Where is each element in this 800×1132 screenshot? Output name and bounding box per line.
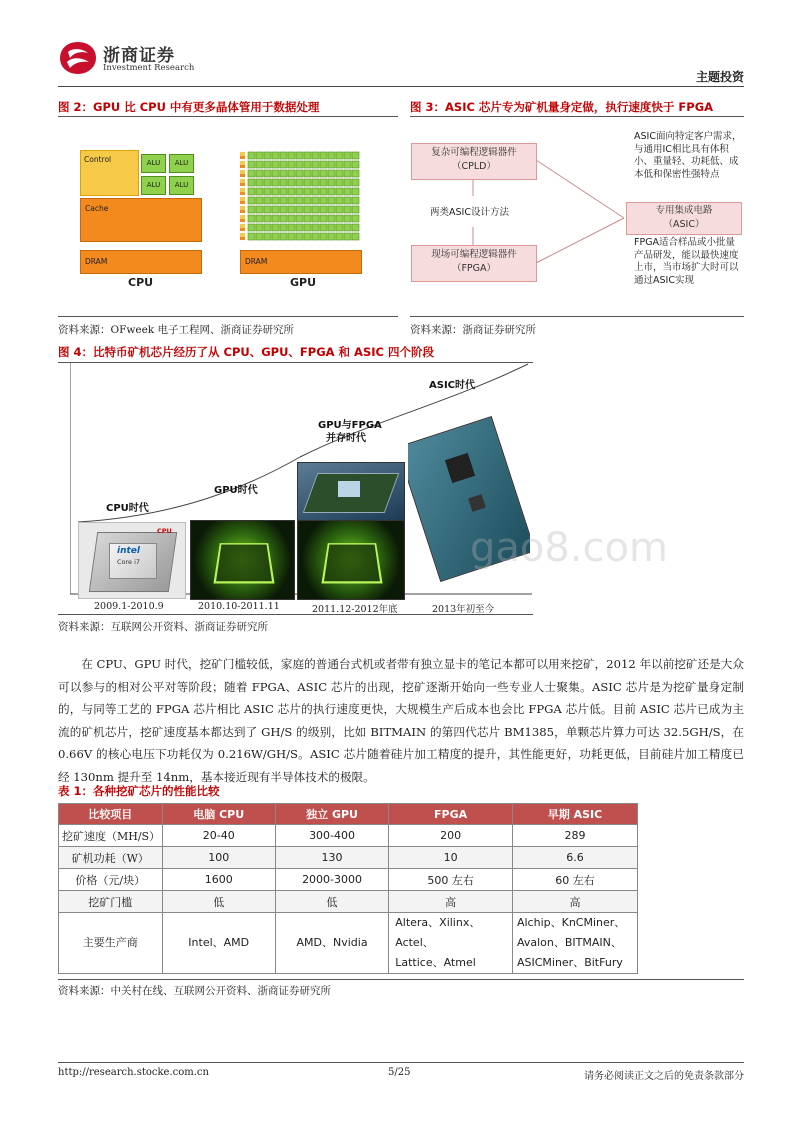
- gpu-alu-cell: [288, 215, 295, 222]
- table-header: 比较项目: [59, 804, 163, 825]
- gpu-alu-cell: [280, 215, 287, 222]
- performance-table: [58, 803, 638, 974]
- gpu-alu-cell: [320, 152, 327, 159]
- fig4-title: 图 4：比特币矿机芯片经历了从 CPU、GPU、FPGA 和 ASIC 四个阶段: [58, 345, 434, 359]
- table-header: 独立 GPU: [275, 804, 388, 825]
- table-cell: 20-40: [162, 825, 275, 847]
- cpu-cache-label: Cache: [85, 204, 109, 213]
- gpu-alu-cell: [320, 161, 327, 168]
- gpu-alu-cell: [336, 188, 343, 195]
- gpu-alu-cell: [312, 215, 319, 222]
- gpu-chip-image: [190, 520, 295, 600]
- gpu-alu-cell: [280, 179, 287, 186]
- fig2-title: 图 2：GPU 比 CPU 中有更多晶体管用于数据处理: [58, 100, 320, 114]
- gpu-alu-cell: [256, 188, 263, 195]
- table-row: [59, 847, 638, 869]
- gpu-alu-cell: [304, 206, 311, 213]
- gpu-alu-cell: [288, 152, 295, 159]
- gpu-alu-cell: [248, 206, 255, 213]
- table-cell: 130: [275, 847, 388, 869]
- cpu-label: CPU: [128, 276, 154, 289]
- gpu-alu-cell: [352, 179, 359, 186]
- gpu-alu-cell: [296, 215, 303, 222]
- gpu-alu-cell: [264, 224, 271, 231]
- gpu-alu-cell: [288, 206, 295, 213]
- gpu-alu-cell: [272, 197, 279, 204]
- gpu-alu-cell: [264, 161, 271, 168]
- gpu-cache-cell: [240, 192, 245, 195]
- gpu-alu-cell: [344, 215, 351, 222]
- gpu-alu-cell: [304, 152, 311, 159]
- cpu-alu-block: ALU: [169, 176, 194, 195]
- gpu-cache-cell: [240, 219, 245, 222]
- gpu-alu-cell: [288, 179, 295, 186]
- gpu-alu-cell: [264, 206, 271, 213]
- table-row: [59, 891, 638, 913]
- gpu-alu-cell: [272, 206, 279, 213]
- gpu-control-cell: [240, 197, 245, 201]
- gpu-alu-cell: [328, 152, 335, 159]
- gpu-alu-cell: [296, 224, 303, 231]
- table-cell: Altera、Xilinx、Actel、 Lattice、Atmel: [389, 913, 513, 974]
- gpu-alu-cell: [320, 233, 327, 240]
- logo-cn: 浙商证券: [103, 46, 175, 66]
- gpu-alu-cell: [264, 152, 271, 159]
- era-date-1: 2009.1-2010.9: [94, 601, 164, 612]
- gpu-alu-cell: [256, 161, 263, 168]
- gpu-alu-cell: [304, 224, 311, 231]
- gpu-alu-cell: [344, 170, 351, 177]
- table1-title: 表 1：各种挖矿芯片的性能比较: [58, 784, 220, 798]
- gpu-alu-cell: [312, 188, 319, 195]
- gpu-alu-cell: [328, 197, 335, 204]
- gpu-alu-cell: [344, 161, 351, 168]
- gpu-control-cell: [240, 206, 245, 210]
- gpu-alu-cell: [336, 233, 343, 240]
- fig3-bottom-rule: [410, 316, 744, 317]
- fpga-box: 现场可编程逻辑器件 （FPGA）: [411, 245, 537, 282]
- gpu-alu-cell: [320, 197, 327, 204]
- table-cell: 500 左右: [389, 869, 513, 891]
- gpu-control-cell: [240, 161, 245, 165]
- chip-model: Core i7: [117, 558, 141, 566]
- gpu-alu-cell: [296, 188, 303, 195]
- cpu-dram-block: [80, 250, 202, 274]
- gpu-alu-cell: [256, 197, 263, 204]
- gpu-alu-cell: [248, 233, 255, 240]
- table-cell: 289: [512, 825, 637, 847]
- gpu-cache-cell: [240, 228, 245, 231]
- gpu-alu-cell: [304, 188, 311, 195]
- gpu-chip-image-2: [297, 520, 405, 600]
- gpu-alu-cell: [256, 206, 263, 213]
- intel-logo: intel: [117, 546, 140, 556]
- footer-rule: [58, 1062, 744, 1063]
- gpu-alu-cell: [344, 206, 351, 213]
- table-cell: Alchip、KnCMiner、 Avalon、BITMAIN、 ASICMiner、BitFury: [512, 913, 637, 974]
- gpu-dram-label: DRAM: [245, 257, 268, 266]
- table-header: FPGA: [389, 804, 513, 825]
- gpu-alu-cell: [352, 233, 359, 240]
- header-rule: [58, 86, 744, 87]
- gpu-alu-cell: [328, 224, 335, 231]
- table-cell: 2000-3000: [275, 869, 388, 891]
- gpu-alu-cell: [312, 233, 319, 240]
- gpu-alu-cell: [320, 170, 327, 177]
- gpu-alu-cell: [248, 152, 255, 159]
- table-cell: 低: [275, 891, 388, 913]
- gpu-alu-cell: [272, 224, 279, 231]
- era-date-4: 2013年初至今: [432, 604, 495, 615]
- gpu-alu-cell: [264, 188, 271, 195]
- gpu-alu-cell: [272, 170, 279, 177]
- gpu-control-cell: [240, 224, 245, 228]
- gpu-alu-cell: [328, 161, 335, 168]
- table-cell: 挖矿门槛: [59, 891, 163, 913]
- gpu-control-cell: [240, 152, 245, 156]
- gpu-alu-cell: [272, 215, 279, 222]
- gpu-alu-cell: [312, 197, 319, 204]
- gpu-cache-cell: [240, 183, 245, 186]
- gpu-alu-cell: [336, 152, 343, 159]
- gpu-alu-cell: [280, 170, 287, 177]
- cpu-dram-label: DRAM: [85, 257, 108, 266]
- gpu-alu-cell: [296, 206, 303, 213]
- gpu-label: GPU: [290, 276, 317, 289]
- gpu-dram-block: [240, 250, 362, 274]
- era-label-asic: ASIC时代: [429, 380, 476, 391]
- gpu-control-cell: [240, 215, 245, 219]
- gpu-control-cell: [240, 188, 245, 192]
- gpu-alu-cell: [352, 224, 359, 231]
- fig4-source: 资料来源：互联网公开资料、浙商证券研究所: [58, 621, 268, 633]
- table-cell: 200: [389, 825, 513, 847]
- table-cell: 矿机功耗（W）: [59, 847, 163, 869]
- fig4-bottom-rule: [58, 614, 533, 615]
- logo-icon: [58, 40, 98, 76]
- gpu-alu-cell: [264, 215, 271, 222]
- gpu-alu-cell: [320, 188, 327, 195]
- table-cell: 高: [389, 891, 513, 913]
- asic-note: ASIC面向特定客户需求，与通用IC相比具有体积小、重量轻、功耗低、成本低和保密性强特点: [634, 131, 742, 180]
- table-cell: 6.6: [512, 847, 637, 869]
- gpu-alu-cell: [304, 197, 311, 204]
- table-row: [59, 825, 638, 847]
- gpu-alu-cell: [280, 188, 287, 195]
- gpu-alu-cell: [312, 206, 319, 213]
- era-label-gpu-fpga-2: 并存时代: [326, 433, 366, 444]
- table-header: 早期 ASIC: [512, 804, 637, 825]
- table-cell: 高: [512, 891, 637, 913]
- gpu-alu-cell: [336, 215, 343, 222]
- table-cell: 100: [162, 847, 275, 869]
- gpu-alu-cell: [296, 197, 303, 204]
- table-cell: 挖矿速度（MH/S）: [59, 825, 163, 847]
- fig2-title-rule: [58, 116, 398, 117]
- gpu-alu-cell: [248, 170, 255, 177]
- table-cell: 主要生产商: [59, 913, 163, 974]
- gpu-alu-cell: [352, 170, 359, 177]
- gpu-alu-cell: [336, 224, 343, 231]
- gpu-alu-cell: [256, 233, 263, 240]
- gpu-alu-cell: [304, 161, 311, 168]
- gpu-alu-cell: [352, 152, 359, 159]
- gpu-alu-cell: [280, 161, 287, 168]
- gpu-alu-cell: [328, 206, 335, 213]
- fig3-title-rule: [410, 116, 744, 117]
- table-cell: AMD、Nvidia: [275, 913, 388, 974]
- gpu-alu-cell: [288, 170, 295, 177]
- cpu-cache-block: [80, 198, 202, 242]
- gpu-alu-cell: [264, 170, 271, 177]
- gpu-alu-cell: [344, 197, 351, 204]
- gpu-alu-cell: [296, 161, 303, 168]
- footer-url[interactable]: http://research.stocke.com.cn: [58, 1067, 209, 1078]
- asic-box: 专用集成电路 （ASIC）: [626, 202, 742, 235]
- gpu-alu-cell: [248, 188, 255, 195]
- gpu-control-cell: [240, 233, 245, 237]
- gpu-alu-cell: [336, 179, 343, 186]
- cpu-diagram: [80, 150, 200, 275]
- gpu-control-cell: [240, 170, 245, 174]
- page-number: 5/25: [388, 1067, 411, 1078]
- logo: [58, 38, 195, 78]
- cpu-chip-image: [78, 522, 186, 599]
- fpga-board-image: [297, 462, 405, 522]
- gpu-alu-cell: [312, 179, 319, 186]
- gpu-alu-cell: [352, 215, 359, 222]
- cpu-alu-block: ALU: [169, 154, 194, 173]
- gpu-alu-cell: [288, 224, 295, 231]
- cpu-alu-block: ALU: [141, 176, 166, 195]
- gpu-alu-cell: [320, 224, 327, 231]
- gpu-alu-cell: [272, 152, 279, 159]
- gpu-alu-cell: [336, 170, 343, 177]
- fig3-source: 资料来源：浙商证券研究所: [410, 324, 536, 336]
- table1-bottom-rule: [58, 979, 744, 980]
- gpu-alu-cell: [280, 224, 287, 231]
- gpu-alu-cell: [256, 170, 263, 177]
- gpu-alu-cell: [304, 215, 311, 222]
- gpu-alu-cell: [312, 224, 319, 231]
- gpu-alu-cell: [328, 215, 335, 222]
- table-cell: 1600: [162, 869, 275, 891]
- gpu-cache-cell: [240, 174, 245, 177]
- watermark: gao8.com: [470, 525, 668, 571]
- era-label-cpu: CPU时代: [106, 503, 149, 514]
- gpu-alu-cell: [296, 233, 303, 240]
- table-cell: 60 左右: [512, 869, 637, 891]
- chip-tag: CPU: [157, 527, 172, 535]
- gpu-alu-cell: [328, 188, 335, 195]
- gpu-alu-cell: [352, 197, 359, 204]
- table-row: [59, 869, 638, 891]
- era-date-2: 2010.10-2011.11: [198, 601, 280, 612]
- gpu-cache-cell: [240, 165, 245, 168]
- gpu-cache-cell: [240, 201, 245, 204]
- section-label: 主题投资: [695, 70, 744, 84]
- gpu-alu-cell: [280, 233, 287, 240]
- era-label-gpu: GPU时代: [214, 485, 258, 496]
- cpld-box: 复杂可编程逻辑器件 （CPLD）: [411, 143, 537, 180]
- gpu-alu-cell: [336, 206, 343, 213]
- gpu-alu-cell: [264, 233, 271, 240]
- gpu-alu-cell: [344, 179, 351, 186]
- gpu-alu-cell: [320, 215, 327, 222]
- gpu-alu-cell: [256, 179, 263, 186]
- gpu-alu-cell: [328, 233, 335, 240]
- gpu-alu-cell: [336, 161, 343, 168]
- gpu-alu-cell: [272, 179, 279, 186]
- table-header-row: [59, 804, 638, 825]
- cpu-alu-block: ALU: [141, 154, 166, 173]
- table-row: [59, 913, 638, 974]
- gpu-alu-cell: [248, 179, 255, 186]
- gpu-alu-cell: [304, 170, 311, 177]
- table1-source: 资料来源：中关村在线、互联网公开资料、浙商证券研究所: [58, 985, 331, 997]
- body-paragraph: 在 CPU、GPU 时代，挖矿门槛较低，家庭的普通台式机或者带有独立显卡的笔记本都可以用来挖矿，2012 年以前挖矿还是大众可以参与的相对公平对等阶段；随着 FPGA、ASIC 芯片的出现，挖矿逐渐开始向一些专业人士聚集。ASIC 芯片是为挖矿量身定制的，与同等工艺的 FPGA 芯片相比 ASIC 芯片的执行速度更快，大规模生产后成本也会比 FPGA 芯片低。目前 ASIC 芯片已成为主流的矿机芯片，挖矿速度基本都达到了 GH/S 的级别，比如 BITMAIN 的第四代芯片 BM1385，单颗芯片算力可达 32.5GH/S，在 0.66V 的核心电压下功耗仅为 0.216W/GH/S。ASIC 芯片随着硅片加工精度的提升，其性能更好，功耗更低，目前硅片加工精度已经 130nm 提升至 14nm，基本接近现有半导体技术的极限。: [58, 657, 744, 784]
- gpu-alu-cell: [344, 188, 351, 195]
- era-date-3: 2011.12-2012年底: [312, 604, 398, 615]
- table-cell: 低: [162, 891, 275, 913]
- gpu-diagram: [240, 150, 362, 275]
- gpu-alu-cell: [328, 170, 335, 177]
- gpu-alu-cell: [288, 233, 295, 240]
- gpu-alu-cell: [296, 152, 303, 159]
- gpu-alu-cell: [280, 206, 287, 213]
- gpu-alu-cell: [264, 179, 271, 186]
- gpu-alu-cell: [256, 152, 263, 159]
- table-cell: 价格（元/块）: [59, 869, 163, 891]
- gpu-alu-cell: [256, 224, 263, 231]
- gpu-control-cell: [240, 179, 245, 183]
- gpu-alu-cell: [288, 161, 295, 168]
- gpu-alu-cell: [344, 152, 351, 159]
- gpu-alu-cell: [304, 233, 311, 240]
- era-label-gpu-fpga-1: GPU与FPGA: [318, 420, 382, 431]
- fpga-note: FPGA适合样品或小批量产品研发，能以最快速度上市，当市场扩大时可以通过ASIC实现: [634, 237, 739, 286]
- cpu-control-block: [80, 150, 139, 196]
- gpu-alu-cell: [312, 170, 319, 177]
- gpu-alu-cell: [320, 206, 327, 213]
- gpu-alu-cell: [296, 179, 303, 186]
- fig3-title: 图 3：ASIC 芯片专为矿机量身定做，执行速度快于 FPGA: [410, 100, 714, 114]
- gpu-alu-cell: [312, 152, 319, 159]
- gpu-alu-cell: [272, 161, 279, 168]
- table-cell: Intel、AMD: [162, 913, 275, 974]
- gpu-alu-cell: [296, 170, 303, 177]
- gpu-alu-cell: [248, 215, 255, 222]
- gpu-alu-cell: [320, 179, 327, 186]
- gpu-alu-cell: [352, 161, 359, 168]
- fig2-bottom-rule: [58, 316, 398, 317]
- gpu-alu-cell: [352, 188, 359, 195]
- gpu-alu-cell: [280, 152, 287, 159]
- gpu-alu-cell: [288, 188, 295, 195]
- gpu-alu-cell: [328, 179, 335, 186]
- gpu-alu-cell: [312, 161, 319, 168]
- logo-en: Investment Research: [103, 63, 195, 73]
- gpu-alu-cell: [256, 215, 263, 222]
- gpu-alu-cell: [344, 224, 351, 231]
- table-header: 电脑 CPU: [162, 804, 275, 825]
- cpu-control-label: Control: [84, 155, 112, 164]
- table-cell: 10: [389, 847, 513, 869]
- gpu-alu-cell: [344, 233, 351, 240]
- gpu-alu-cell: [248, 161, 255, 168]
- asic-design-methods-label: 两类ASIC设计方法: [430, 207, 509, 218]
- gpu-alu-cell: [248, 197, 255, 204]
- fig2-source: 资料来源：OFweek 电子工程网、浙商证券研究所: [58, 324, 295, 336]
- gpu-alu-cell: [280, 197, 287, 204]
- footer-disclaimer: 请务必阅读正文之后的免责条款部分: [584, 1071, 744, 1082]
- gpu-alu-cell: [248, 224, 255, 231]
- gpu-alu-cell: [304, 179, 311, 186]
- gpu-cache-cell: [240, 237, 245, 240]
- gpu-cache-cell: [240, 156, 245, 159]
- gpu-alu-cell: [352, 206, 359, 213]
- gpu-alu-cell: [264, 197, 271, 204]
- gpu-alu-cell: [288, 197, 295, 204]
- gpu-alu-cell: [272, 188, 279, 195]
- gpu-cache-cell: [240, 210, 245, 213]
- gpu-alu-cell: [336, 197, 343, 204]
- table-cell: 300-400: [275, 825, 388, 847]
- gpu-alu-grid: [240, 150, 362, 242]
- gpu-alu-cell: [272, 233, 279, 240]
